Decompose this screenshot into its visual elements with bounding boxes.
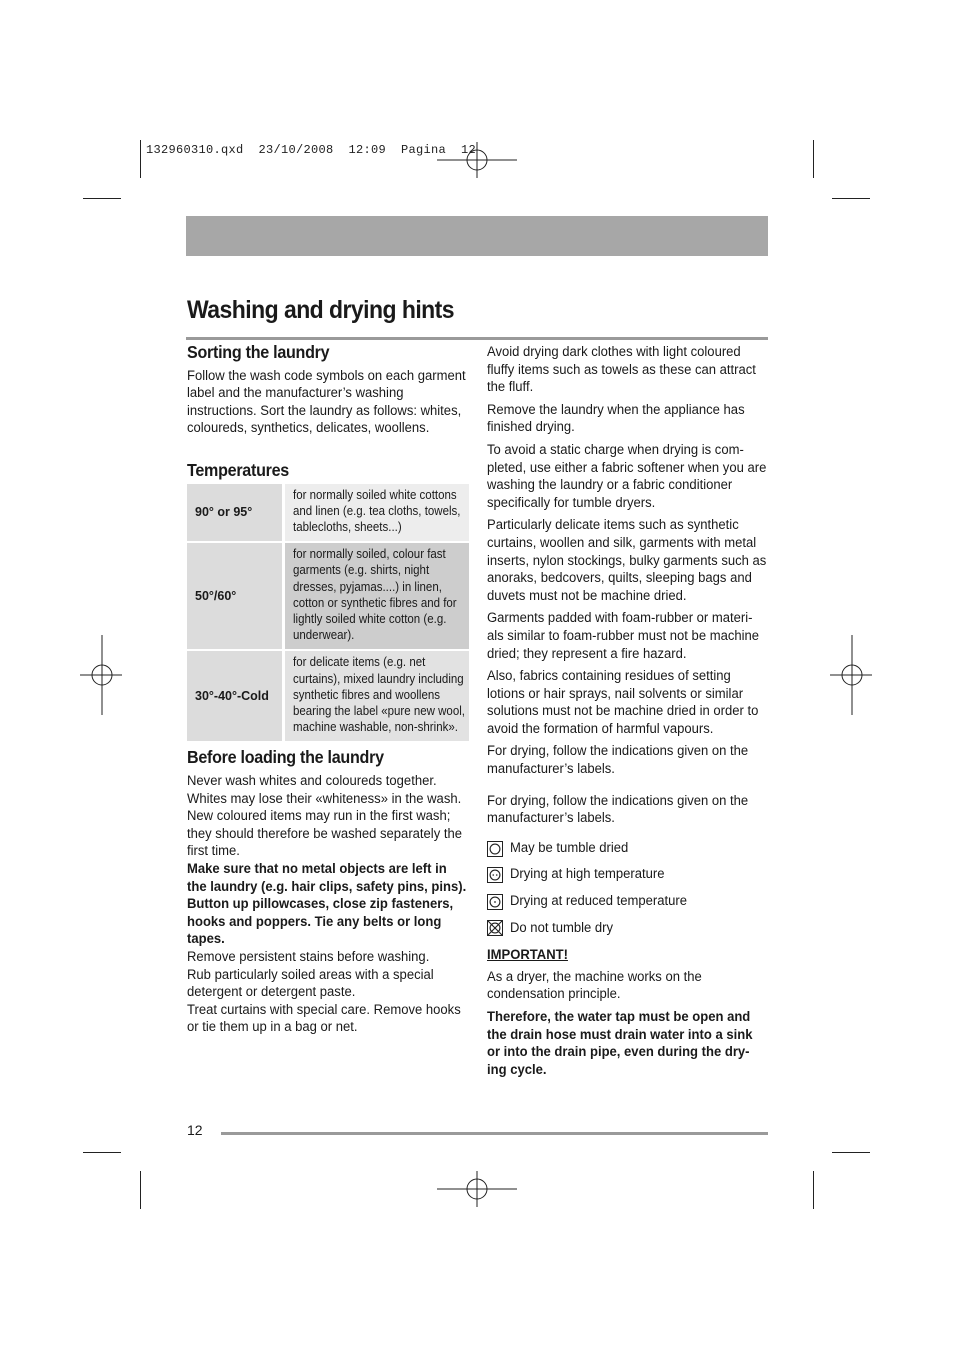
page-title: Washing and drying hints [187, 296, 455, 324]
temperature-label: 30°-40°-Cold [187, 651, 282, 741]
drying-hint: To avoid a static charge when drying is com-pleted, use either a fabric softener when you are washing the laundry or a fabric conditioner specifically for tumble dryers. [487, 441, 767, 511]
left-column [187, 344, 469, 1037]
drying-hint: Remove the laundry when the appliance has finished drying. [487, 401, 745, 436]
list-item [487, 840, 767, 858]
crop-mark [832, 1152, 870, 1153]
symbol-label: Drying at reduced temperature [510, 893, 688, 910]
crop-mark [140, 1171, 141, 1209]
sorting-text: Follow the wash code symbols on each garment label and the manufacturer’s washing instructions. Sort the laundry as follows: whites, coloureds, synthetics, delicates, woollens. [187, 367, 466, 437]
registration-mark-icon [437, 1149, 517, 1229]
temperature-label: 50°/60° [187, 543, 282, 649]
temperature-description: for normally soiled white cottons and linen (e.g. tea cloths, towels, tablecloths, sheets...) [285, 484, 469, 542]
tumble-dry-low-icon [487, 894, 503, 910]
tumble-dry-icon [487, 841, 503, 857]
list-item [487, 866, 767, 884]
care-symbols-list [487, 840, 767, 937]
page-number: 12 [187, 1122, 203, 1138]
crop-mark [813, 140, 814, 178]
crop-mark [813, 1171, 814, 1209]
right-column [487, 344, 767, 1079]
drying-hint: For drying, follow the indications given on the manufacturer’s labels. [487, 792, 749, 827]
temperature-description: for delicate items (e.g. net curtains), mixed laundry including synthetic fibres and woollens bearing the label «pure new wool, machine washable, non-shrink». [285, 651, 469, 741]
important-warning: Therefore, the water tap must be open and the drain hose must drain water into a sink or into the drain pipe, even during the dry-ing cycle. [487, 1009, 753, 1078]
header-bar [186, 216, 768, 256]
file-slug: 132960310.qxd 23/10/2008 12:09 Pagina 12 [146, 143, 477, 157]
metal-objects-warning: Make sure that no metal objects are left in the laundry (e.g. hair clips, safety pins, pins). Button up pillowcases, close zip fasteners, hooks and poppers. Tie any belts or long tapes. [187, 860, 467, 948]
temperature-description: for normally soiled, colour fast garments (e.g. shirts, night dresses, pyjamas....) in linen, cotton or synthetic fibres and for lightly soiled white cotton (e.g. underwear). [285, 543, 469, 649]
drying-hint: Particularly delicate items such as synthetic curtains, woollen and silk, garments with metal inserts, nylon stockings, bulky garments such as anoraks, bedcovers, quilts, sleeping bags and duvets must not be machine dried. [487, 517, 767, 604]
table-row [187, 484, 469, 542]
important-text: As a dryer, the machine works on the condensation principle. [487, 968, 702, 1003]
drying-hint: Garments padded with foam-rubber or materi-als similar to foam-rubber must not be machine dried; they represent a fire hazard. [487, 610, 760, 662]
temperatures-heading: Temperatures [187, 459, 289, 480]
list-item [487, 893, 767, 911]
table-row [187, 543, 469, 649]
important-heading: IMPORTANT! [487, 947, 568, 964]
crop-mark [83, 1152, 121, 1153]
registration-mark-icon [812, 635, 892, 715]
sorting-heading: Sorting the laundry [187, 342, 330, 362]
crop-mark [83, 198, 121, 199]
table-row [187, 651, 469, 741]
before-loading-text: Never wash whites and coloureds together. Whites may lose their «whiteness» in the wash. [187, 773, 462, 807]
crop-mark [140, 140, 141, 178]
before-loading-heading: Before loading the laundry [187, 747, 384, 768]
drying-hint: For drying, follow the indications given on the manufacturer’s labels. [487, 743, 749, 778]
registration-mark-icon [62, 635, 142, 715]
before-loading-text: New coloured items may run in the first wash; they should therefore be washed separately the first time. [187, 808, 463, 860]
list-item [487, 920, 767, 938]
do-not-tumble-dry-icon [487, 920, 503, 936]
registration-mark-icon [437, 120, 517, 200]
before-loading-text: Remove persistent stains before washing. [187, 948, 430, 965]
before-loading-text: Rub particularly soiled areas with a special detergent or detergent paste. [187, 966, 434, 1001]
symbol-label: Drying at high temperature [510, 866, 665, 883]
symbol-label: Do not tumble dry [510, 919, 614, 936]
temperature-label: 90° or 95° [187, 484, 282, 542]
drying-hint: Also, fabrics containing residues of setting lotions or hair sprays, nail solvents or similar solutions must not be machine dried in order to avoid the formation of harmful vapours. [487, 668, 759, 737]
temperatures-table [187, 484, 469, 742]
symbol-label: May be tumble dried [510, 839, 629, 856]
crop-mark [832, 198, 870, 199]
tumble-dry-high-icon [487, 867, 503, 883]
footer-divider [221, 1132, 768, 1135]
before-loading-text: Treat curtains with special care. Remove hooks or tie them up in a bag or net. [187, 1001, 461, 1036]
drying-hint: Avoid drying dark clothes with light coloured fluffy items such as towels as these can attract the fluff. [487, 344, 756, 396]
title-divider [186, 337, 768, 340]
